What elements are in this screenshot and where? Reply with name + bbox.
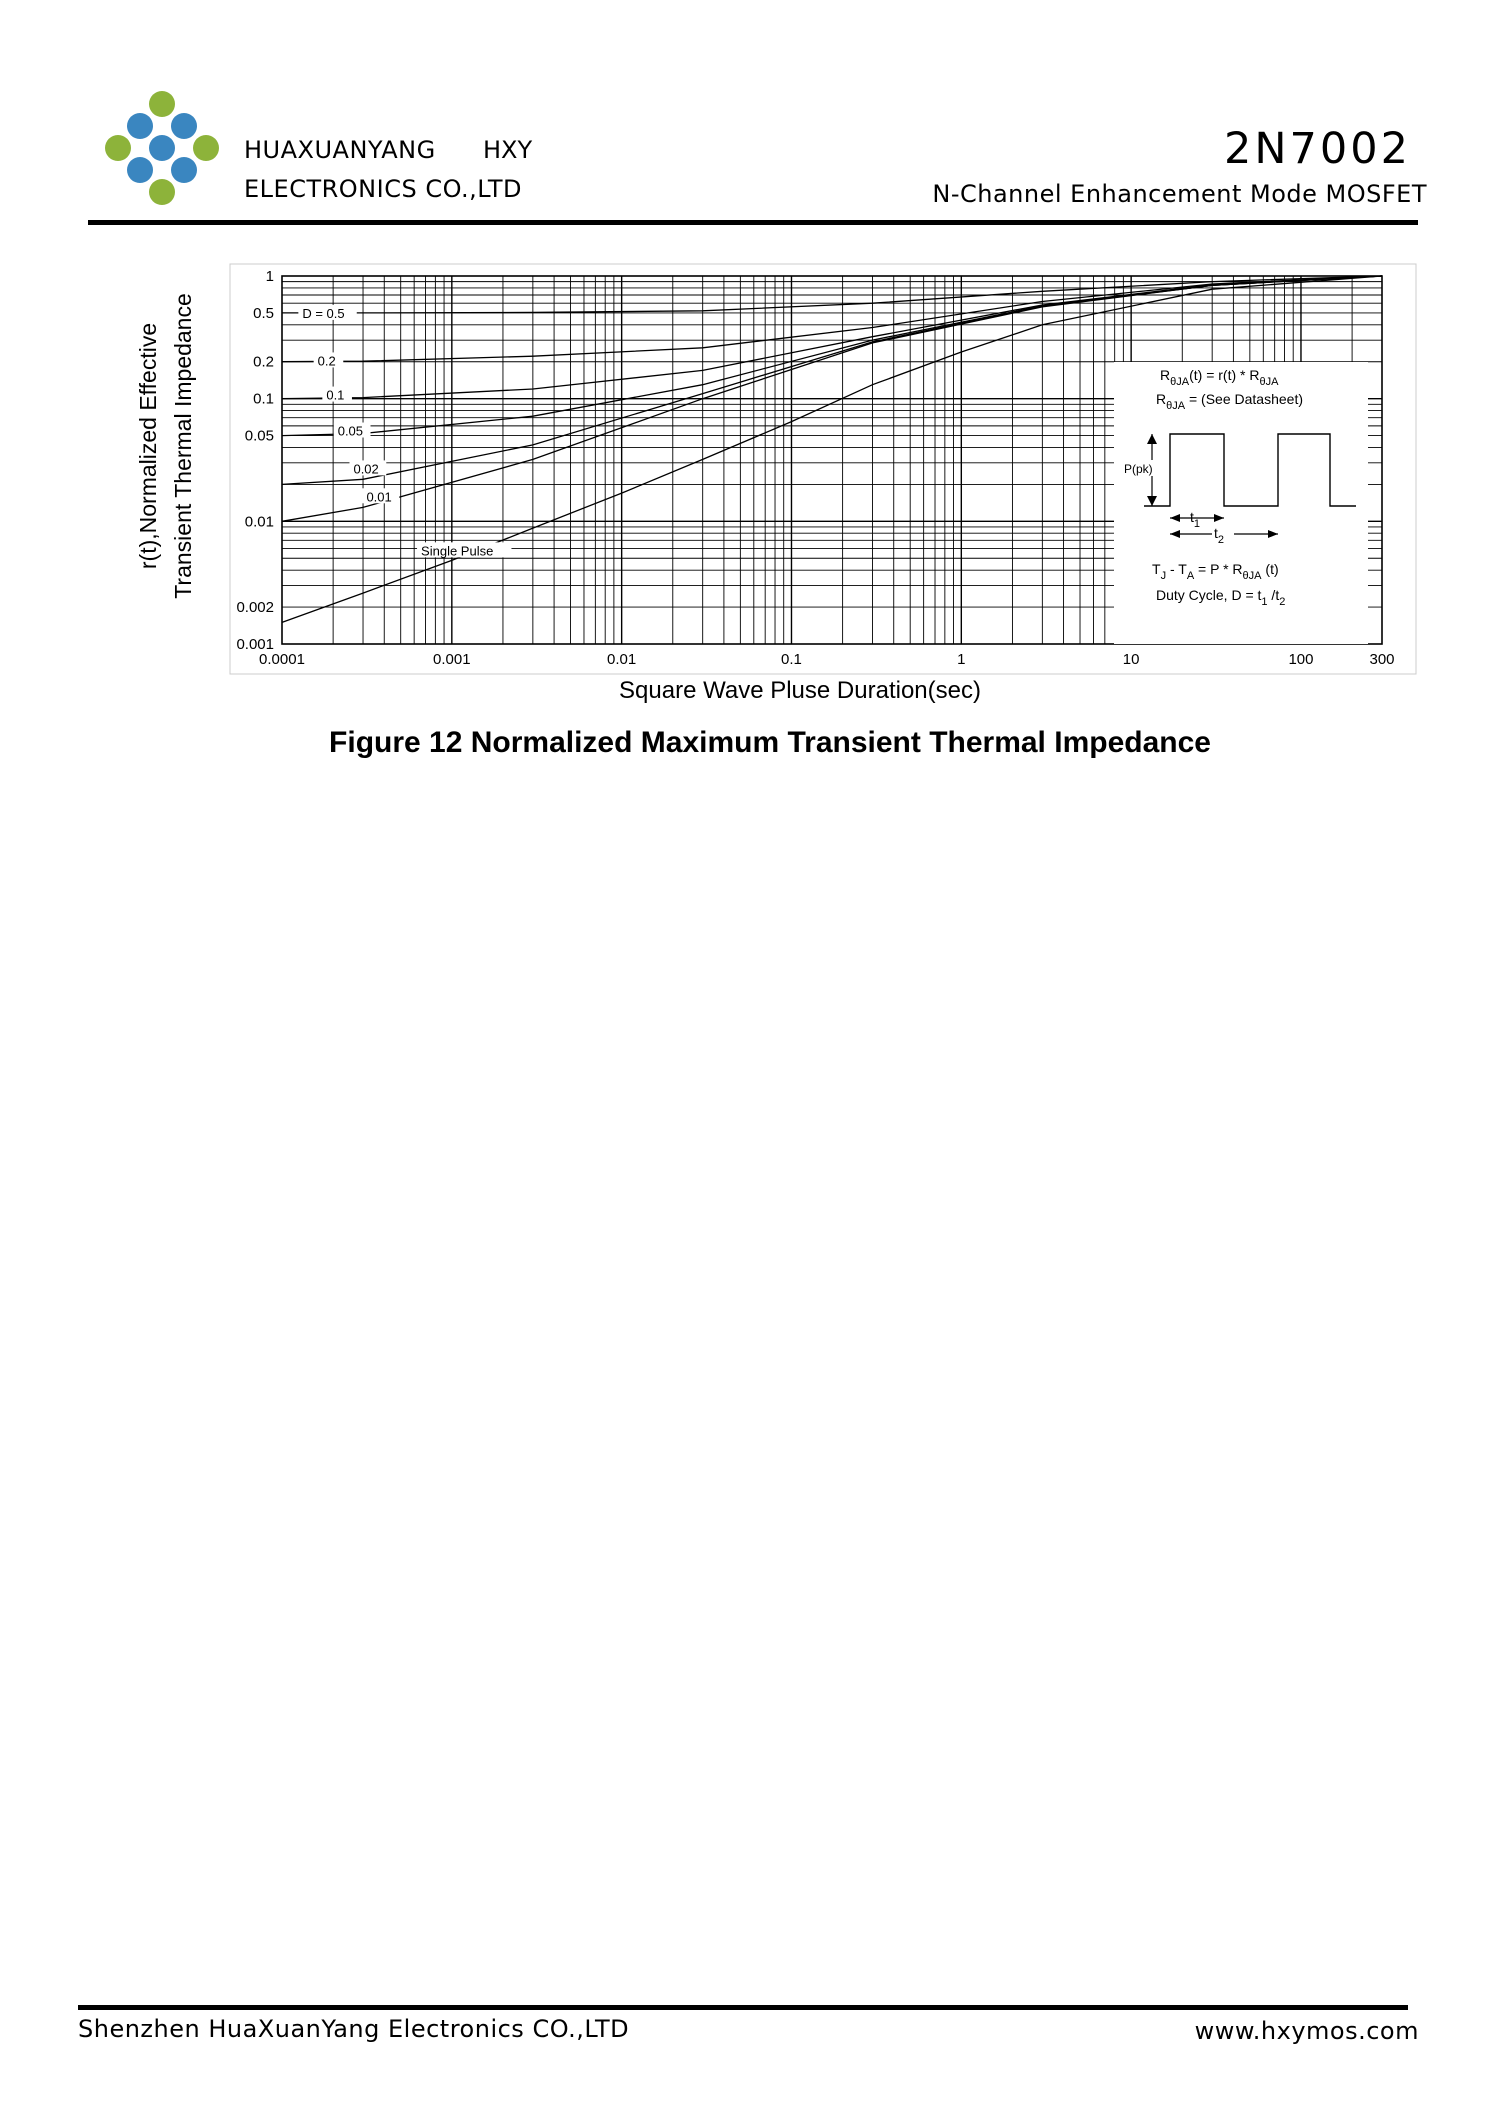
inset-tj-equation-part: (t) bbox=[1261, 561, 1279, 577]
inset-formula-2-part: R bbox=[1156, 391, 1167, 407]
inset-formula-2-part: = (See Datasheet) bbox=[1185, 391, 1303, 407]
series-label-4: 0.02 bbox=[353, 461, 379, 477]
x-tick-label: 10 bbox=[1122, 651, 1140, 668]
series-label-0: D = 0.5 bbox=[302, 305, 345, 321]
y-tick-label: 0.001 bbox=[236, 636, 274, 653]
logo-dot-bottom bbox=[149, 179, 175, 205]
footer-divider bbox=[78, 2005, 1408, 2010]
inset-duty-cycle-part: 1 bbox=[1261, 596, 1268, 608]
inset-duty-cycle-part: Duty Cycle, D = t bbox=[1156, 587, 1262, 603]
logo-dot-right bbox=[193, 135, 219, 161]
inset-duty-cycle-part: 2 bbox=[1279, 596, 1286, 608]
x-tick-label: 0.001 bbox=[433, 651, 471, 668]
inset-tj-equation-part: θJA bbox=[1242, 570, 1262, 582]
series-label-6: Single Pulse bbox=[421, 543, 494, 559]
inset-tj-equation-part: - T bbox=[1166, 561, 1187, 577]
logo-dot-left bbox=[105, 135, 131, 161]
y-axis-title-line2: Transient Thermal Impedance bbox=[170, 293, 196, 599]
inset-formula-2-part: θJA bbox=[1166, 400, 1186, 412]
logo-dot-blue-2 bbox=[171, 113, 197, 139]
x-tick-label: 1 bbox=[957, 651, 966, 668]
logo-dot-top bbox=[149, 91, 175, 117]
footer-website-link[interactable]: www.hxymos.com bbox=[1194, 2017, 1419, 2045]
t2-label-part: t bbox=[1214, 525, 1218, 541]
company-name: HUAXUANYANG bbox=[244, 136, 436, 164]
series-label-2: 0.1 bbox=[326, 387, 345, 403]
inset-tj-equation-part: J bbox=[1160, 570, 1167, 582]
company-logo bbox=[100, 86, 224, 210]
inset-formula-1-part: θJA bbox=[1170, 376, 1190, 388]
y-tick-label: 0.002 bbox=[236, 599, 274, 617]
ppk-label: P(pk) bbox=[1124, 462, 1153, 476]
logo-dot-blue-1 bbox=[127, 113, 153, 139]
logo-dot-blue-3 bbox=[127, 157, 153, 183]
x-axis-title: Square Wave Pluse Duration(sec) bbox=[619, 677, 981, 704]
t1-label-part: 1 bbox=[1193, 518, 1201, 530]
thermal-impedance-chart bbox=[120, 256, 1420, 726]
series-label-3: 0.05 bbox=[337, 423, 364, 439]
series-label-1: 0.2 bbox=[317, 353, 336, 369]
company-abbreviation: HXY bbox=[483, 136, 533, 164]
inset-formula-1-part: R bbox=[1160, 367, 1171, 383]
inset-duty-cycle-part: /t bbox=[1267, 587, 1280, 603]
footer-company: Shenzhen HuaXuanYang Electronics CO.,LTD bbox=[78, 2015, 630, 2043]
part-description: N-Channel Enhancement Mode MOSFET bbox=[932, 180, 1427, 208]
x-tick-label: 300 bbox=[1369, 651, 1395, 668]
t2-label-part: 2 bbox=[1217, 534, 1225, 546]
inset-formula-1-part: (t) = r(t) * R bbox=[1189, 367, 1260, 383]
y-tick-label: 0.5 bbox=[253, 304, 274, 322]
part-number: 2N7002 bbox=[1224, 124, 1411, 174]
y-tick-label: 0.1 bbox=[253, 390, 274, 408]
figure-caption: Figure 12 Normalized Maximum Transient Thermal Impedance bbox=[329, 726, 1211, 759]
y-tick-label: 1 bbox=[265, 268, 274, 285]
y-tick-label: 0.01 bbox=[244, 513, 274, 531]
inset-tj-equation-part: T bbox=[1152, 561, 1161, 577]
inset-tj-equation-part: A bbox=[1186, 570, 1195, 582]
inset-tj-equation-part: = P * R bbox=[1194, 561, 1243, 577]
logo-dot-blue-4 bbox=[171, 157, 197, 183]
company-name-line2: ELECTRONICS CO.,LTD bbox=[244, 175, 522, 203]
x-tick-label: 100 bbox=[1288, 651, 1314, 668]
header-divider bbox=[88, 220, 1418, 225]
inset-formula-1-part: θJA bbox=[1259, 376, 1279, 388]
logo-dot-blue-center bbox=[149, 135, 175, 161]
series-label-5: 0.01 bbox=[366, 489, 392, 505]
x-tick-label: 0.0001 bbox=[259, 651, 305, 668]
y-tick-label: 0.2 bbox=[253, 353, 274, 371]
x-tick-label: 0.01 bbox=[607, 651, 637, 668]
y-axis-title-line1: r(t),Normalized Effective bbox=[135, 322, 161, 570]
x-tick-label: 0.1 bbox=[781, 651, 802, 668]
y-tick-label: 0.05 bbox=[244, 427, 274, 445]
t1-label-part: t bbox=[1190, 509, 1194, 525]
